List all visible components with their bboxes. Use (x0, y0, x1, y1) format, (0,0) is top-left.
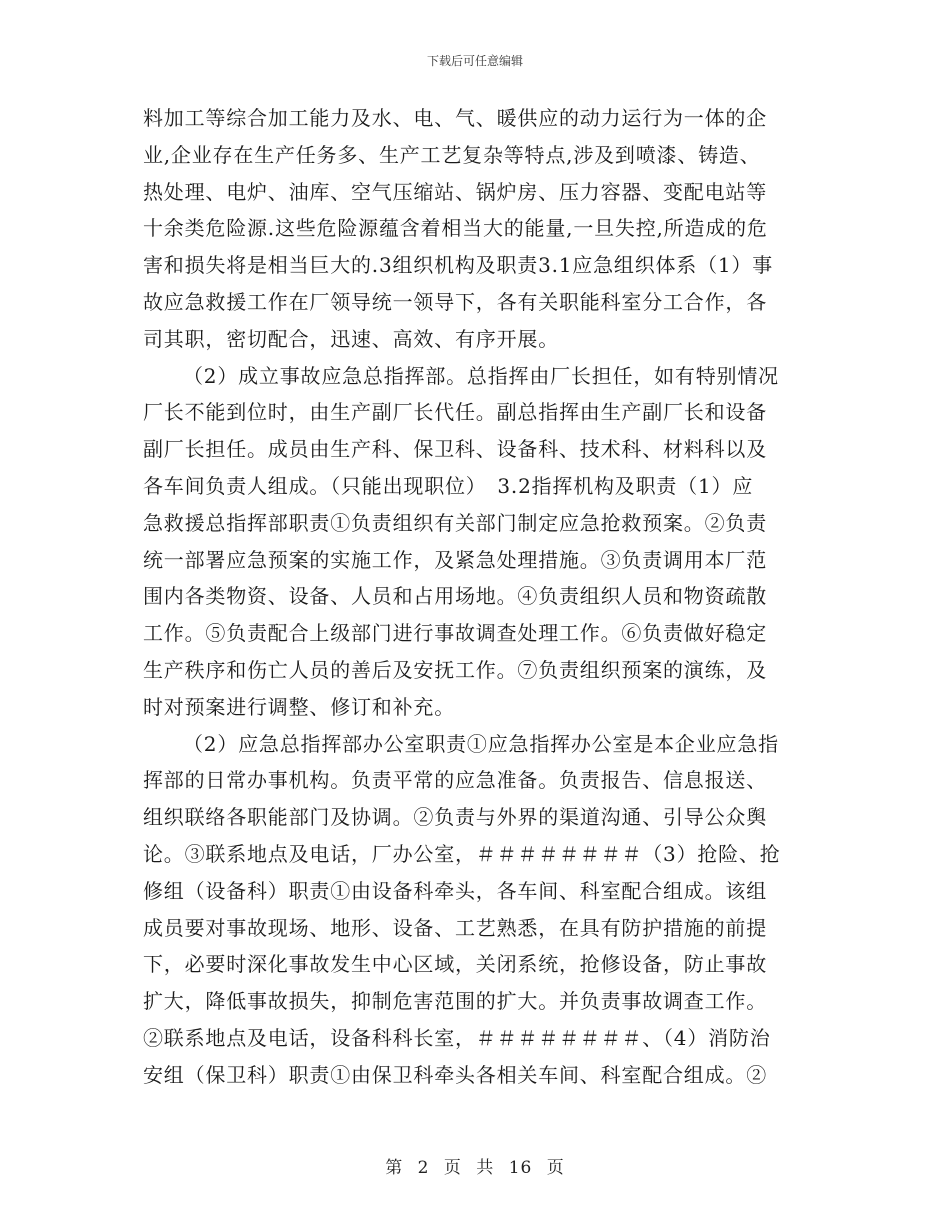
body-line: 围内各类物资、设备、人员和占用场地。④负责组织人员和物资疏散 (143, 584, 767, 609)
body-line: 害和损失将是相当巨大的.3组织机构及职责3.1应急组织体系（1）事 (143, 253, 774, 278)
body-line: 扩大，降低事故损失，抑制危害范围的扩大。并负责事故调查工作。 (143, 989, 767, 1014)
body-line: 组织联络各职能部门及协调。②负责与外界的渠道沟通、引导公众舆 (143, 805, 767, 830)
current-page-number: 2 (417, 1158, 430, 1178)
page-footer (0, 1153, 950, 1178)
body-line-paragraph-start: （2）应急总指挥部办公室职责①应急指挥办公室是本企业应急指 (183, 731, 779, 756)
footer-suffix: 页 (546, 1158, 565, 1178)
body-line: 挥部的日常办事机构。负责平常的应急准备。负责报告、信息报送、 (143, 768, 767, 793)
body-line: 修组（设备科）职责①由设备科牵头，各车间、科室配合组成。该组 (143, 878, 767, 903)
body-line: 十余类危险源.这些危险源蕴含着相当大的能量,一旦失控,所造成的危 (143, 216, 768, 241)
body-line: 料加工等综合加工能力及水、电、气、暖供应的动力运行为一体的企 (143, 106, 767, 130)
page-header: 下载后可任意编辑 (426, 54, 523, 68)
total-pages-number: 16 (508, 1158, 533, 1178)
body-line: 副厂长担任。成员由生产科、保卫科、设备科、技术科、材料科以及 (143, 437, 767, 462)
body-line: 安组（保卫科）职责①由保卫科牵头各相关车间、科室配合组成。② (143, 1062, 767, 1087)
body-line: 工作。⑤负责配合上级部门进行事故调查处理工作。⑥负责做好稳定 (143, 621, 767, 646)
footer-total-word: 共 (476, 1158, 495, 1178)
footer-page-word: 页 (443, 1158, 462, 1178)
body-line: 下，必要时深化事故发生中心区域，关闭系统，抢修设备，防止事故 (143, 952, 767, 977)
body-line: 生产秩序和伤亡人员的善后及安抚工作。⑦负责组织预案的演练，及 (143, 657, 767, 682)
body-line: 论。③联系地点及电话，厂办公室，＃＃＃＃＃＃＃＃（3）抢险、抢 (143, 841, 781, 866)
body-line: 故应急救援工作在厂领导统一领导下，各有关职能科室分工合作，各 (143, 289, 767, 314)
body-line: ②联系地点及电话，设备科科长室，＃＃＃＃＃＃＃＃、（4）消防治 (143, 1025, 771, 1050)
footer-prefix: 第 (385, 1158, 404, 1178)
body-line: 急救援总指挥部职责①负责组织有关部门制定应急抢救预案。②负责 (143, 510, 767, 535)
body-line: 统一部署应急预案的实施工作，及紧急处理措施。③负责调用本厂范 (143, 547, 767, 572)
body-line: 厂长不能到位时，由生产副厂长代任。副总指挥由生产副厂长和设备 (143, 400, 767, 425)
body-line: 司其职，密切配合，迅速、高效、有序开展。 (143, 326, 559, 351)
body-line-paragraph-start: （2）成立事故应急总指挥部。总指挥由厂长担任，如有特别情况 (183, 363, 779, 388)
body-line: 时对预案进行调整、修订和补充。 (143, 694, 455, 719)
document-body (143, 100, 808, 1094)
body-line: 各车间负责人组成。（只能出现职位） 3.2指挥机构及职责（1）应 (143, 473, 754, 498)
body-line: 成员要对事故现场、地形、设备、工艺熟悉，在具有防护措施的前提 (143, 915, 767, 940)
body-line: 热处理、电炉、油库、空气压缩站、锅炉房、压力容器、变配电站等 (143, 179, 767, 204)
body-line: 业,企业存在生产任务多、生产工艺复杂等特点,涉及到喷漆、铸造、 (143, 142, 761, 167)
